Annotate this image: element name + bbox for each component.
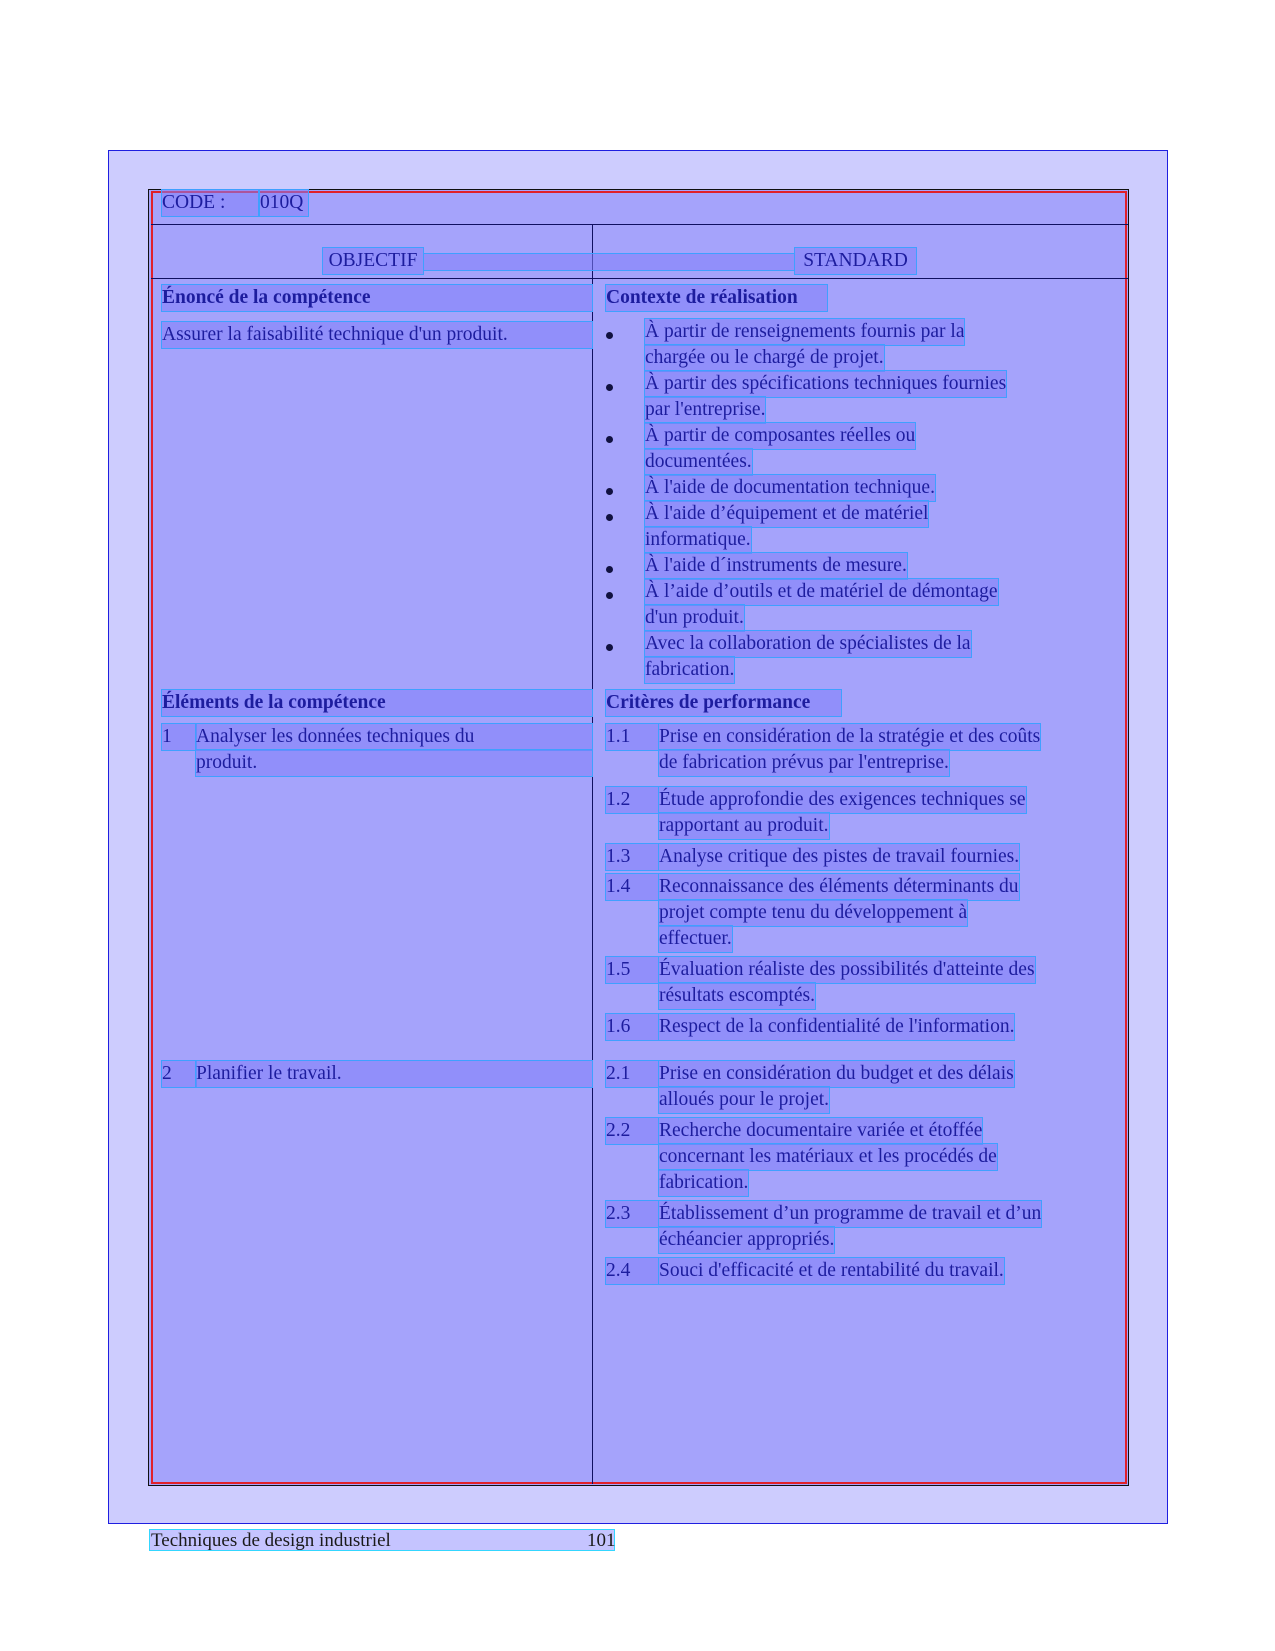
element-1-line-1: Analyser les données techniques du (196, 724, 592, 750)
column-divider (592, 225, 593, 1484)
critere-1-2-line-1: Étude approfondie des exigences techniques se (659, 787, 1026, 813)
critere-number: 2.3 (606, 1201, 658, 1227)
critere-1-1-line-2: de fabrication prévus par l'entreprise. (659, 750, 949, 776)
contexte-item-3-line-1: À partir de composantes réelles ou (645, 423, 915, 449)
contexte-item-3-line-2: documentées. (645, 449, 752, 475)
contexte-title: Contexte de réalisation (606, 285, 827, 311)
critere-1-4-line-3: effectuer. (659, 926, 732, 952)
critere-number: 2.1 (606, 1061, 658, 1087)
enonce-text: Assurer la faisabilité technique d'un produit. (162, 322, 592, 348)
contexte-item-4-line-1: À l'aide de documentation technique. (645, 475, 935, 501)
critere-number: 1.1 (606, 724, 658, 750)
contexte-item-7-line-1: À l’aide d’outils et de matériel de démontage (645, 579, 998, 605)
critere-2-2-line-3: fabrication. (659, 1170, 748, 1196)
code-label: CODE : (162, 190, 258, 216)
critere-1-1-line-1: Prise en considération de la stratégie et des coûts (659, 724, 1040, 750)
contexte-item-1-line-1: À partir de renseignements fournis par la (645, 319, 964, 345)
element-1-line-2: produit. (196, 750, 592, 776)
critere-1-2-line-2: rapportant au produit. (659, 813, 829, 839)
contexte-item-8-line-1: Avec la collaboration de spécialistes de la (645, 631, 971, 657)
critere-1-4-line-1: Reconnaissance des éléments déterminants du (659, 874, 1019, 900)
elements-title: Éléments de la compétence (162, 690, 592, 716)
bullet-icon (606, 332, 613, 339)
rule-under-code (151, 224, 1128, 225)
critere-number: 2.4 (606, 1258, 658, 1284)
critere-number: 1.4 (606, 874, 658, 900)
bullet-icon (606, 644, 613, 651)
header-band (424, 254, 794, 270)
bullet-icon (606, 384, 613, 391)
bullet-icon (606, 566, 613, 573)
critere-1-3-line-1: Analyse critique des pistes de travail fournies. (659, 844, 1019, 870)
contexte-item-2-line-2: par l'entreprise. (645, 397, 765, 423)
header-objectif: OBJECTIF (323, 248, 423, 274)
critere-2-2-line-1: Recherche documentaire variée et étoffée (659, 1118, 982, 1144)
contexte-item-7-line-2: d'un produit. (645, 605, 744, 631)
contexte-item-2-line-1: À partir des spécifications techniques fournies (645, 371, 1006, 397)
element-2-number: 2 (162, 1061, 196, 1087)
critere-number: 1.5 (606, 957, 658, 983)
critere-2-1-line-1: Prise en considération du budget et des délais (659, 1061, 1014, 1087)
contexte-item-1-line-2: chargée ou le chargé de projet. (645, 345, 884, 371)
contexte-item-5-line-1: À l'aide d’équipement et de matériel (645, 501, 928, 527)
critere-2-1-line-2: alloués pour le projet. (659, 1087, 829, 1113)
enonce-title: Énoncé de la compétence (162, 285, 592, 311)
criteres-title: Critères de performance (606, 690, 841, 716)
critere-2-3-line-1: Établissement d’un programme de travail et d’un (659, 1201, 1041, 1227)
critere-1-5-line-1: Évaluation réaliste des possibilités d'atteinte des (659, 957, 1035, 983)
bullet-icon (606, 514, 613, 521)
element-2-line-1: Planifier le travail. (196, 1061, 592, 1087)
critere-1-5-line-2: résultats escomptés. (659, 983, 815, 1009)
critere-2-3-line-2: échéancier appropriés. (659, 1227, 834, 1253)
bullet-icon (606, 488, 613, 495)
critere-1-6-line-1: Respect de la confidentialité de l'information. (659, 1014, 1014, 1040)
footer-title: Techniques de design industriel (151, 1530, 391, 1551)
critere-number: 2.2 (606, 1118, 658, 1144)
critere-2-2-line-2: concernant les matériaux et les procédés de (659, 1144, 997, 1170)
contexte-item-5-line-2: informatique. (645, 527, 751, 553)
bullet-icon (606, 592, 613, 599)
critere-number: 1.2 (606, 787, 658, 813)
contexte-item-6-line-1: À l'aide d´instruments de mesure. (645, 553, 907, 579)
header-standard: STANDARD (795, 248, 916, 274)
critere-number: 1.6 (606, 1014, 658, 1040)
critere-number: 1.3 (606, 844, 658, 870)
contexte-item-8-line-2: fabrication. (645, 657, 734, 683)
rule-under-headers (151, 278, 1128, 279)
bullet-icon (606, 436, 613, 443)
critere-2-4-line-1: Souci d'efficacité et de rentabilité du travail. (659, 1258, 1004, 1284)
critere-1-4-line-2: projet compte tenu du développement à (659, 900, 967, 926)
footer-page-number: 101 (587, 1530, 616, 1551)
element-1-number: 1 (162, 724, 196, 750)
code-value: 010Q (260, 190, 308, 216)
